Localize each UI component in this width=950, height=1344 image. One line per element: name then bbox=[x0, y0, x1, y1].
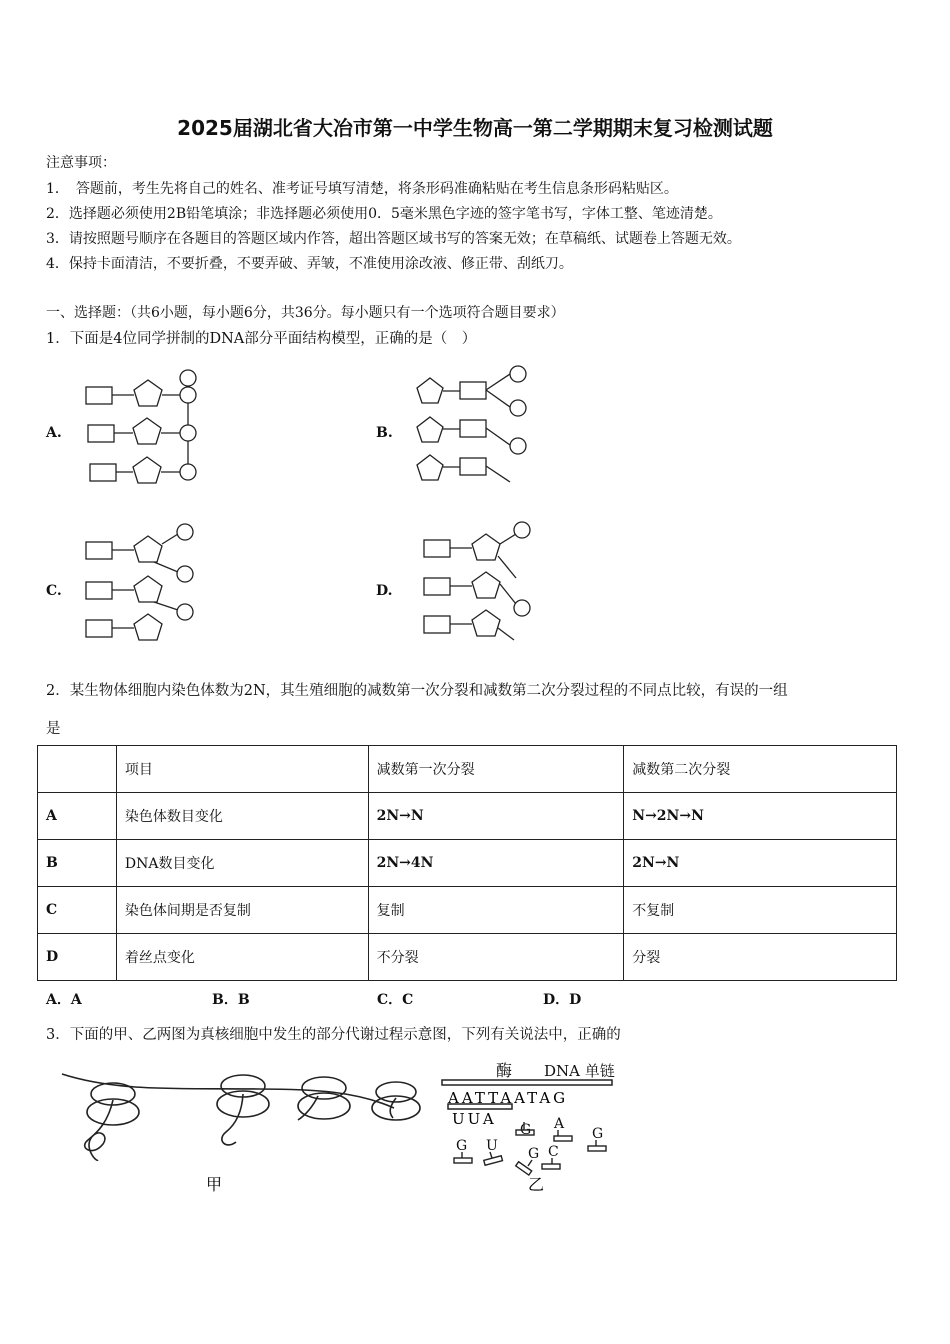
dna-model-a bbox=[80, 368, 210, 498]
dna-bases: AATTAATAG bbox=[448, 1089, 569, 1107]
table-cell: 染色体间期是否复制 bbox=[116, 887, 368, 934]
question-1-stem: 1．下面是4位同学拼制的DNA部分平面结构模型，正确的是（ ） bbox=[46, 331, 477, 347]
answer-a: A．A bbox=[46, 992, 82, 1008]
table-cell: N→2N→N bbox=[624, 793, 897, 840]
table-cell bbox=[38, 746, 117, 793]
table-cell: A bbox=[38, 793, 117, 840]
comparison-table bbox=[37, 745, 897, 981]
free-base: G bbox=[528, 1146, 540, 1162]
free-base: G bbox=[520, 1122, 532, 1138]
figure-jia-label: 甲 bbox=[206, 1175, 223, 1194]
table-row bbox=[38, 934, 897, 981]
table-cell: C bbox=[38, 887, 117, 934]
note-item-4: 4．保持卡面清洁，不要折叠，不要弄破、弄皱，不准使用涂改液、修正带、刮纸刀。 bbox=[46, 256, 573, 272]
table-cell: 复制 bbox=[368, 887, 624, 934]
exam-title: 2025届湖北省大冶市第一中学生物高一第二学期期末复习检测试题 bbox=[177, 116, 773, 140]
option-d-label: D. bbox=[376, 583, 393, 599]
table-row bbox=[38, 793, 897, 840]
figure-yi-transcription bbox=[436, 1058, 636, 1198]
question-2-stem: 2．某生物体细胞内染色体数为2N，其生殖细胞的减数第一次分裂和减数第二次分裂过程的不同点比较，有误的一组 bbox=[46, 683, 788, 699]
table-cell: B bbox=[38, 840, 117, 887]
table-cell: 着丝点变化 bbox=[116, 934, 368, 981]
note-item-3: 3．请按照题号顺序在各题目的答题区域内作答，超出答题区域书写的答案无效；在草稿纸、试题卷上答题无效。 bbox=[46, 231, 741, 247]
table-cell: 2N→4N bbox=[368, 840, 624, 887]
question-2-stem-end: 是 bbox=[46, 721, 61, 737]
dna-model-d bbox=[420, 518, 550, 648]
table-cell: 减数第二次分裂 bbox=[624, 746, 897, 793]
answer-d: D．D bbox=[543, 992, 582, 1008]
table-cell: 2N→N bbox=[624, 840, 897, 887]
table-row bbox=[38, 887, 897, 934]
note-item-1: 1． 答题前，考生先将自己的姓名、准考证号填写清楚，将条形码准确粘贴在考生信息条形码粘贴区。 bbox=[46, 181, 678, 197]
section-heading: 一、选择题：（共6小题，每小题6分，共36分。每小题只有一个选项符合题目要求） bbox=[46, 305, 565, 321]
table-cell: 不分裂 bbox=[368, 934, 624, 981]
option-b-label: B. bbox=[376, 425, 393, 441]
answer-b: B．B bbox=[212, 992, 250, 1008]
free-base: C bbox=[548, 1144, 559, 1160]
free-base: U bbox=[486, 1138, 498, 1154]
table-cell: 项目 bbox=[116, 746, 368, 793]
answer-c: C．C bbox=[377, 992, 414, 1008]
option-c-label: C. bbox=[46, 583, 62, 599]
table-cell: 2N→N bbox=[368, 793, 624, 840]
table-cell: D bbox=[38, 934, 117, 981]
option-a-label: A. bbox=[46, 425, 62, 441]
figure-jia-polysome bbox=[58, 1062, 408, 1197]
dna-model-c bbox=[82, 522, 212, 652]
table-row bbox=[38, 840, 897, 887]
table-cell: DNA数目变化 bbox=[116, 840, 368, 887]
table-header-row bbox=[38, 746, 897, 793]
table-cell: 分裂 bbox=[624, 934, 897, 981]
dna-strand-label: DNA 单链 bbox=[544, 1062, 615, 1080]
enzyme-label: 酶 bbox=[496, 1061, 513, 1080]
dna-model-b bbox=[410, 362, 540, 492]
free-base: G bbox=[456, 1138, 468, 1154]
figure-yi-label: 乙 bbox=[528, 1175, 545, 1194]
table-cell: 不复制 bbox=[624, 887, 897, 934]
notes-heading: 注意事项： bbox=[46, 155, 116, 171]
table-cell: 染色体数目变化 bbox=[116, 793, 368, 840]
free-base: A bbox=[554, 1116, 565, 1132]
question-3-stem: 3．下面的甲、乙两图为真核细胞中发生的部分代谢过程示意图，下列有关说法中，正确的 bbox=[46, 1027, 621, 1043]
note-item-2: 2．选择题必须使用2B铅笔填涂；非选择题必须使用0．5毫米黑色字迹的签字笔书写，字体工整、笔迹清楚。 bbox=[46, 206, 722, 222]
rna-bases: UUA bbox=[452, 1110, 497, 1128]
free-base: G bbox=[592, 1126, 604, 1142]
table-cell: 减数第一次分裂 bbox=[368, 746, 624, 793]
